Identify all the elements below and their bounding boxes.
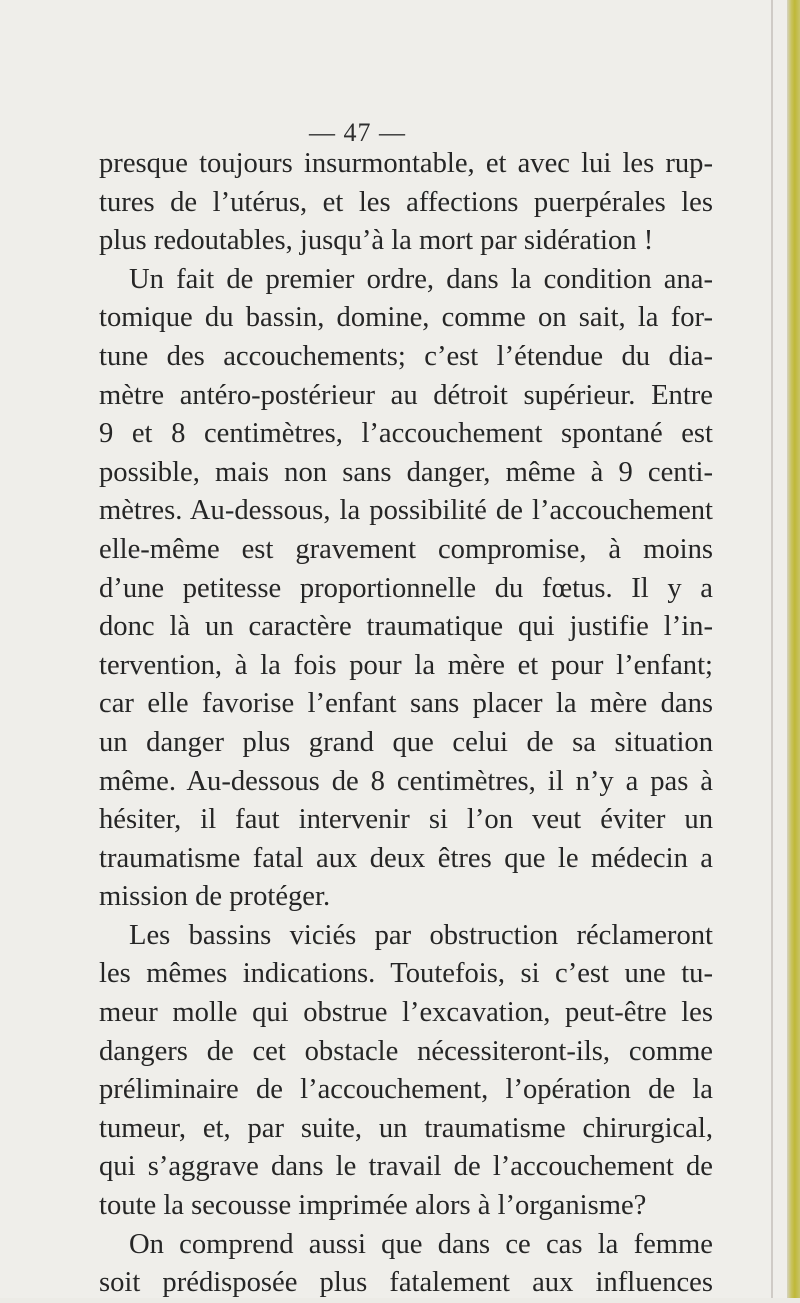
text-line: elle-même est gravement compromise, à moins <box>99 533 713 565</box>
text-line: tures de l’utérus, et les affections puerpérales les <box>99 186 713 218</box>
text-line: possible, mais non sans danger, même à 9 centi- <box>99 456 713 488</box>
text-line: donc là un caractère traumatique qui justifie l’in- <box>99 611 713 643</box>
text-line: préliminaire de l’accouchement, l’opération de la <box>99 1074 713 1106</box>
text-line: tomique du bassin, domine, comme on sait, la for- <box>99 302 713 334</box>
binding-edge <box>787 0 800 1298</box>
text-line: dangers de cet obstacle nécessiteront-ils, comme <box>99 1035 713 1067</box>
text-line: d’une petitesse proportionnelle du fœtus. Il y a <box>99 572 713 604</box>
text-line: presque toujours insurmontable, et avec lui les rup- <box>99 148 713 179</box>
text-line: plus redoutables, jusqu’à la mort par sidération ! <box>99 225 654 257</box>
text-line: mission de protéger. <box>99 881 331 913</box>
text-line: mètres. Au-dessous, la possibilité de l’accouchement <box>99 495 713 527</box>
text-line: un danger plus grand que celui de sa situation <box>99 726 713 758</box>
text-line: Un fait de premier ordre, dans la condition ana- <box>129 263 713 295</box>
text-line: toute la secousse imprimée alors à l’organisme? <box>99 1190 647 1222</box>
page-fold-line <box>771 0 773 1298</box>
text-line: mètre antéro-postérieur au détroit supérieur. Entre <box>99 379 713 411</box>
text-line: tumeur, et, par suite, un traumatisme chirurgical, <box>99 1112 713 1144</box>
text-line: hésiter, il faut intervenir si l’on veut éviter un <box>99 804 713 836</box>
body-text <box>99 145 713 1303</box>
text-line: car elle favorise l’enfant sans placer la mère dans <box>99 688 713 720</box>
page-number: — 47 — <box>309 118 406 147</box>
text-line: meur molle qui obstrue l’excavation, peut-être les <box>99 997 713 1029</box>
text-line: traumatisme fatal aux deux êtres que le médecin a <box>99 842 713 874</box>
text-line: 9 et 8 centimètres, l’accouchement spontané est <box>99 418 713 450</box>
text-line: tune des accouchements; c’est l’étendue du dia- <box>99 340 713 372</box>
text-line: qui s’aggrave dans le travail de l’accouchement de <box>99 1151 713 1183</box>
text-line: les mêmes indications. Toutefois, si c’est une tu- <box>99 958 713 990</box>
text-line: Les bassins viciés par obstruction réclameront <box>129 919 713 951</box>
text-line: tervention, à la fois pour la mère et pour l’enfant; <box>99 649 713 681</box>
text-line: On comprend aussi que dans ce cas la femme <box>129 1228 713 1260</box>
text-line: soit prédisposée plus fatalement aux influences <box>99 1267 713 1299</box>
text-line: même. Au-dessous de 8 centimètres, il n’y a pas à <box>99 765 713 797</box>
